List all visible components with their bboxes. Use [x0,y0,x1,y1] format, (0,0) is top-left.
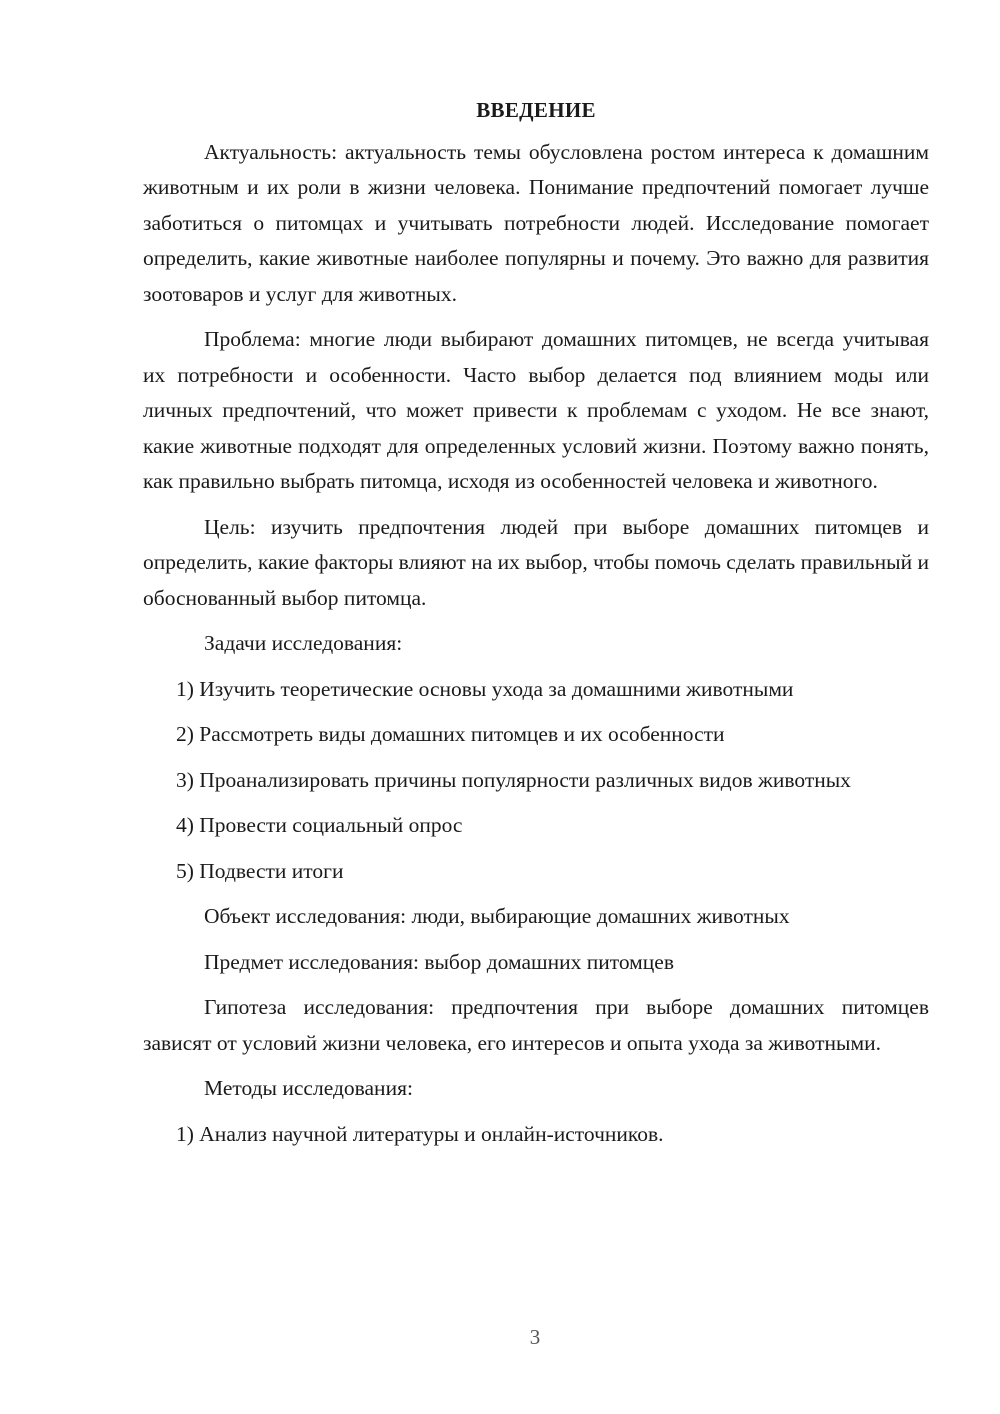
goal-paragraph: Цель: изучить предпочтения людей при выборе домашних питомцев и определить, какие факторы влияют на их выбор, чтобы помочь сделать правильный и обоснованный выбор питомца. [143,514,929,610]
research-subject: Предмет исследования: выбор домашних питомцев [204,949,674,974]
task-item-1: 1) Изучить теоретические основы ухода за домашними животными [176,676,794,701]
tasks-heading: Задачи исследования: [204,631,403,655]
relevance-paragraph: Актуальность: актуальность темы обусловлена ростом интереса к домашним животным и их роли в жизни человека. Понимание предпочтений помогает лучше заботиться о питомцах и учитывать потребности людей. Исследование помогает определить, какие животные наиболее популярны и почему. Это важно для развития зоотоваров и услуг для животных. [143,139,929,306]
method-item-1: 1) Анализ научной литературы и онлайн-источников. [176,1121,664,1146]
task-item-3: 3) Проанализировать причины популярности различных видов животных [176,767,851,792]
problem-paragraph: Проблема: многие люди выбирают домашних питомцев, не всегда учитывая их потребности и особенности. Часто выбор делается под влиянием моды или личных предпочтений, что может привести к проблемам с уходом. Не все знают, какие животные подходят для определенных условий жизни. Поэтому важно понять, как правильно выбрать питомца, исходя из особенностей человека и животного. [143,327,929,493]
page-title: ВВЕДЕНИЕ [476,98,596,122]
task-item-4: 4) Провести социальный опрос [176,813,463,837]
task-item-5: 5) Подвести итоги [176,858,344,883]
page-number: 3 [529,1325,541,1349]
methods-heading: Методы исследования: [204,1076,413,1100]
document-page [143,93,929,1162]
hypothesis-paragraph: Гипотеза исследования: предпочтения при выборе домашних питомцев зависят от условий жизни человека, его интересов и опыта ухода за животными. [143,995,929,1055]
research-object: Объект исследования: люди, выбирающие домашних животных [204,904,790,928]
task-item-2: 2) Рассмотреть виды домашних питомцев и их особенности [176,722,725,746]
